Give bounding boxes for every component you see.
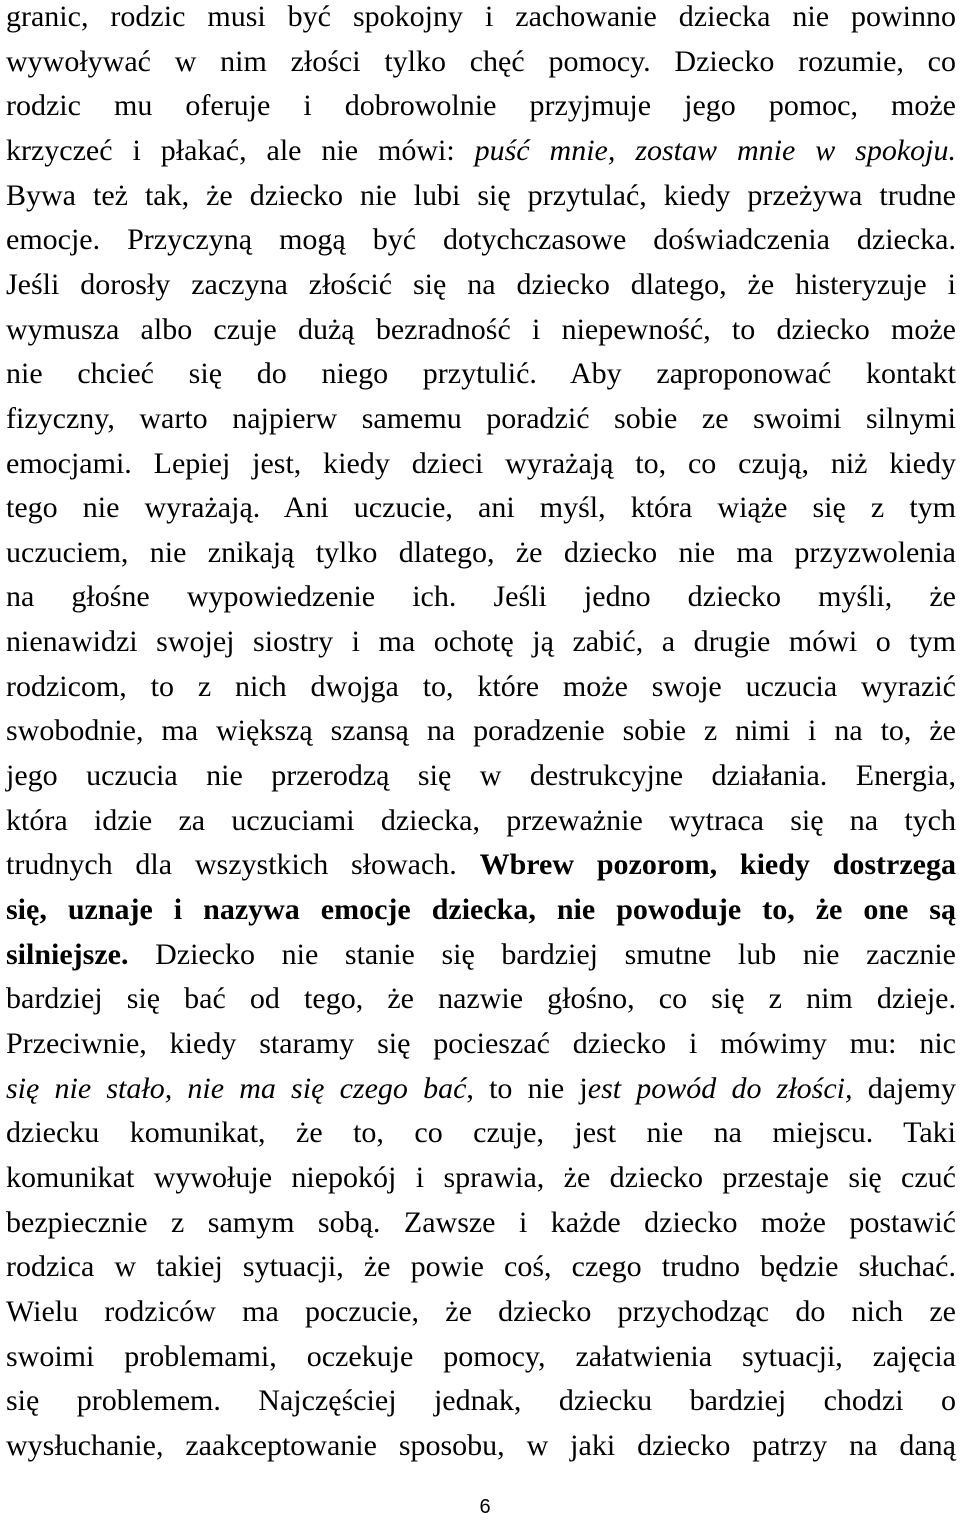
body-text: granic, rodzic musi być spokojny i zachowanie dziecka nie powinno bbox=[6, 0, 956, 33]
text-line bbox=[6, 848, 956, 882]
text-line bbox=[6, 759, 956, 793]
text-line bbox=[6, 447, 956, 481]
bold-text: silniejsze. bbox=[6, 937, 129, 971]
text-line bbox=[6, 938, 956, 972]
italic-text: est powód do złości, bbox=[587, 1071, 853, 1105]
text-line bbox=[6, 357, 956, 391]
body-text: jego uczucia nie przerodzą się w destrukcyjne działania. Energia, bbox=[6, 759, 956, 793]
text-line bbox=[6, 402, 956, 436]
text-line bbox=[6, 804, 956, 838]
italic-text: puść mnie, zostaw mnie w spokoju. bbox=[474, 133, 956, 167]
body-text: Przeciwnie, kiedy staramy się pocieszać dziecko i mówimy mu: nic bbox=[6, 1026, 956, 1060]
body-text: nie chcieć się do niego przytulić. Aby zaproponować kontakt bbox=[6, 357, 956, 391]
body-text: , to nie j bbox=[466, 1071, 588, 1105]
body-text: uczuciem, nie znikają tylko dlatego, że dziecko nie ma przyzwolenia bbox=[6, 535, 956, 569]
body-text: Bywa też tak, że dziecko nie lubi się przytulać, kiedy przeżywa trudne bbox=[6, 178, 956, 212]
text-line bbox=[6, 1384, 956, 1418]
text-line bbox=[6, 491, 956, 525]
body-text: rodzica w takiej sytuacji, że powie coś, czego trudno będzie słuchać. bbox=[6, 1250, 956, 1284]
text-line bbox=[6, 1161, 956, 1195]
text-line bbox=[6, 134, 956, 168]
body-text: swoimi problemami, oczekuje pomocy, załatwienia sytuacji, zajęcia bbox=[6, 1339, 956, 1373]
body-text: nienawidzi swojej siostry i ma ochotę ją zabić, a drugie mówi o tym bbox=[6, 625, 956, 659]
body-text: tego nie wyrażają. Ani uczucie, ani myśl, która wiąże się z tym bbox=[6, 491, 956, 525]
text-line bbox=[6, 1027, 956, 1061]
text-line bbox=[6, 982, 956, 1016]
text-line bbox=[6, 1116, 956, 1150]
text-line bbox=[6, 670, 956, 704]
text-line bbox=[6, 1250, 956, 1284]
body-text: która idzie za uczuciami dziecka, przeważnie wytraca się na tych bbox=[6, 803, 956, 837]
bold-text: Wbrew pozorom, kiedy dostrzega bbox=[479, 848, 956, 882]
body-text: na głośne wypowiedzenie ich. Jeśli jedno dziecko myśli, że bbox=[6, 580, 956, 614]
text-line bbox=[6, 1072, 956, 1106]
body-text: dajemy bbox=[852, 1071, 957, 1105]
body-text: krzyczeć i płakać, ale nie mówi: bbox=[6, 133, 475, 167]
text-line bbox=[6, 45, 956, 79]
text-line bbox=[6, 1295, 956, 1329]
body-text: Dziecko nie stanie się bardziej smutne lub nie zacznie bbox=[128, 937, 956, 971]
text-line bbox=[6, 893, 956, 927]
page-number: 6 bbox=[479, 1496, 491, 1518]
bold-text: się, uznaje i nazywa emocje dziecka, nie powoduje to, że one są bbox=[6, 893, 956, 926]
text-line bbox=[6, 1340, 956, 1374]
body-text: komunikat wywołuje niepokój i sprawia, że dziecko przestaje się czuć bbox=[6, 1160, 956, 1194]
body-text: Wielu rodziców ma poczucie, że dziecko przychodząc do nich ze bbox=[6, 1294, 956, 1328]
text-line bbox=[6, 89, 956, 123]
text-line bbox=[6, 223, 956, 257]
body-text: rodzicom, to z nich dwojga to, które może swoje uczucia wyrazić bbox=[6, 669, 956, 703]
body-text: fizyczny, warto najpierw samemu poradzić sobie ze swoimi silnymi bbox=[6, 401, 956, 435]
italic-text: się nie stało, nie ma się czego bać bbox=[6, 1071, 467, 1105]
body-text: Jeśli dorosły zaczyna złościć się na dziecko dlatego, że histeryzuje i bbox=[6, 267, 956, 301]
text-line bbox=[6, 313, 956, 347]
body-text: wymusza albo czuje dużą bezradność i niepewność, to dziecko może bbox=[6, 312, 956, 346]
text-line bbox=[6, 0, 956, 34]
text-line bbox=[6, 714, 956, 748]
body-text: rodzic mu oferuje i dobrowolnie przyjmuje jego pomoc, może bbox=[6, 89, 956, 123]
text-line bbox=[6, 625, 956, 659]
text-line bbox=[6, 536, 956, 570]
body-text: dziecku komunikat, że to, co czuje, jest nie na miejscu. Taki bbox=[6, 1116, 956, 1150]
body-text: bardziej się bać od tego, że nazwie głośno, co się z nim dzieje. bbox=[6, 982, 956, 1016]
text-line bbox=[6, 1206, 956, 1240]
body-text: trudnych dla wszystkich słowach. bbox=[6, 848, 480, 882]
text-line bbox=[6, 268, 956, 302]
body-text: emocjami. Lepiej jest, kiedy dzieci wyrażają to, co czują, niż kiedy bbox=[6, 446, 956, 480]
text-line bbox=[6, 1429, 956, 1463]
body-text: wysłuchanie, zaakceptowanie sposobu, w jaki dziecko patrzy na daną bbox=[6, 1428, 956, 1462]
body-text: emocje. Przyczyną mogą być dotychczasowe doświadczenia dziecka. bbox=[6, 223, 956, 257]
text-line bbox=[6, 580, 956, 614]
body-text: wywoływać w nim złości tylko chęć pomocy. Dziecko rozumie, co bbox=[6, 44, 956, 78]
body-text: bezpiecznie z samym sobą. Zawsze i każde dziecko może postawić bbox=[6, 1205, 956, 1239]
text-line bbox=[6, 179, 956, 213]
body-text: się problemem. Najczęściej jednak, dziecku bardziej chodzi o bbox=[6, 1384, 956, 1418]
body-text: swobodnie, ma większą szansą na poradzenie sobie z nimi i na to, że bbox=[6, 714, 956, 748]
